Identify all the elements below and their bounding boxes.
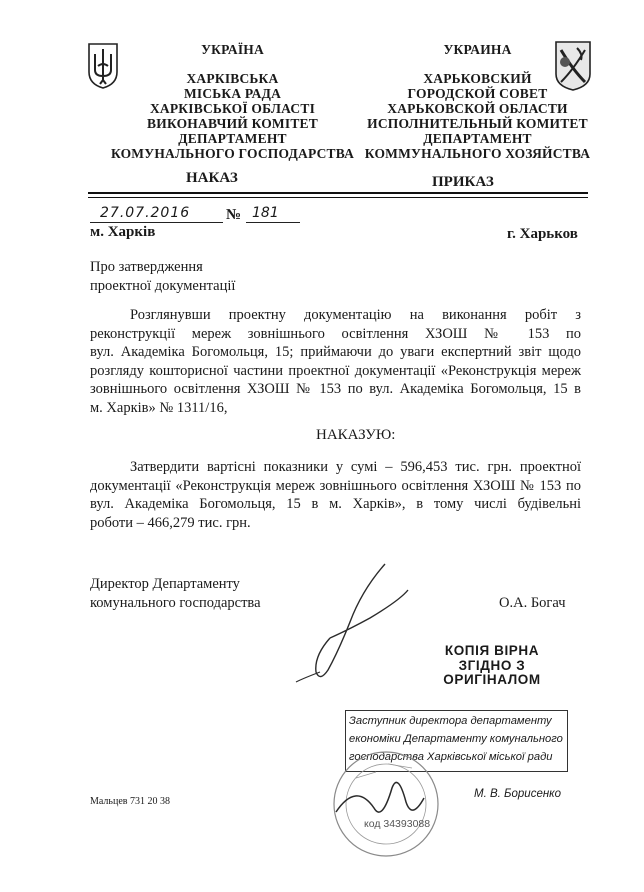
intro-paragraph <box>90 306 581 418</box>
intro-line: зовнішнього освітлення ХЗОШ № 153 по вул. Академіка Богомольця, 15 в <box>90 381 581 398</box>
subject-line: проектної документації <box>90 277 236 294</box>
signature-position <box>90 575 261 612</box>
certify-stamp-line: господарства Харківської міської ради <box>349 751 553 763</box>
order-word: НАКАЗУЮ: <box>316 427 396 443</box>
header-right-line: ИСПОЛНИТЕЛЬНЫЙ КОМИТЕТ <box>367 116 588 131</box>
intro-line: м. Харків» № 1311/16, <box>90 399 228 416</box>
header-right-line: ХАРЬКОВСКИЙ <box>423 71 532 86</box>
order-number: 181 <box>252 205 279 221</box>
copy-stamp-line: КОПІЯ ВІРНА <box>444 643 540 658</box>
intro-line: Розглянувши проектну документацію на виконання робіт з <box>130 307 581 323</box>
header-left-country: УКРАЇНА <box>201 42 264 57</box>
header-right-country: УКРАИНА <box>443 42 512 57</box>
header-right-line: ХАРЬКОВСКОЙ ОБЛАСТИ <box>387 101 568 116</box>
subject <box>90 258 235 295</box>
copy-stamp <box>440 644 544 688</box>
header-right-line: ГОРОДСКОЙ СОВЕТ <box>407 86 548 101</box>
header-left-line: ХАРКІВСЬКОЇ ОБЛАСТІ <box>149 101 316 116</box>
certify-stamp-line: Заступник директора департаменту <box>349 715 552 727</box>
header-right-line: КОММУНАЛЬНОГО ХОЗЯЙСТВА <box>364 146 591 161</box>
header-right-line: ДЕПАРТАМЕНТ <box>423 131 532 146</box>
header-left-line: МІСЬКА РАДА <box>183 86 282 101</box>
decision-line: документації «Реконструкція мереж зовнішнього освітлення ХЗОШ № 153 по <box>90 477 581 494</box>
header-left-line: КОМУНАЛЬНОГО ГОСПОДАРСТВА <box>110 146 355 161</box>
signature-name: О.А. Богач <box>499 595 566 611</box>
footer-contact: Мальцев 731 20 38 <box>90 796 170 807</box>
decision-line: Затвердити вартісні показники у сумі – 596,453 тис. грн. проектної <box>130 459 581 475</box>
city-ru: г. Харьков <box>507 226 578 242</box>
header-divider <box>88 192 588 198</box>
intro-line: розгляду кошторисної частини проектної документації «Реконструкція мереж <box>90 362 581 379</box>
decision-line: вул. Академіка Богомольця, 15 в м. Харків», в тому числі будівельні <box>90 496 581 513</box>
director-signature <box>290 560 420 690</box>
decision-line: роботи – 466,279 тис. грн. <box>90 514 251 531</box>
order-date-underline <box>90 222 223 223</box>
signature-position-line: Директор Департаменту <box>90 576 240 592</box>
certify-name: М. В. Борисенко <box>474 788 562 800</box>
intro-line: реконструкції мереж зовнішнього освітлення ХЗОШ № 153 по <box>90 325 581 342</box>
signature-position-line: комунального господарства <box>90 594 261 611</box>
seal-code: код 34393088 <box>364 818 431 830</box>
round-seal <box>316 742 446 857</box>
header-left-line: ХАРКІВСЬКА <box>186 71 279 86</box>
certify-stamp-line: економіки Департаменту комунального <box>349 733 563 745</box>
order-date: 27.07.2016 <box>100 205 191 221</box>
copy-stamp-line: ЗГІДНО З <box>458 657 526 673</box>
doc-type-right: ПРИКАЗ <box>432 174 494 190</box>
subject-line: Про затвердження <box>90 259 203 275</box>
decision-paragraph <box>90 458 581 532</box>
header-left-line: ДЕПАРТАМЕНТ <box>178 131 287 146</box>
header-left-line: ВИКОНАВЧИЙ КОМІТЕТ <box>147 116 318 131</box>
city-ua: м. Харків <box>90 224 156 240</box>
doc-type-left: НАКАЗ <box>186 170 238 186</box>
copy-stamp-line: ОРИГІНАЛОМ <box>443 672 541 687</box>
order-number-label: № <box>226 207 242 223</box>
header-left <box>90 42 375 161</box>
order-number-underline <box>246 222 300 223</box>
intro-line: вул. Академіка Богомольця, 15; приймаючи до уваги експертний звіт щодо <box>90 344 581 361</box>
header-right <box>345 42 610 161</box>
